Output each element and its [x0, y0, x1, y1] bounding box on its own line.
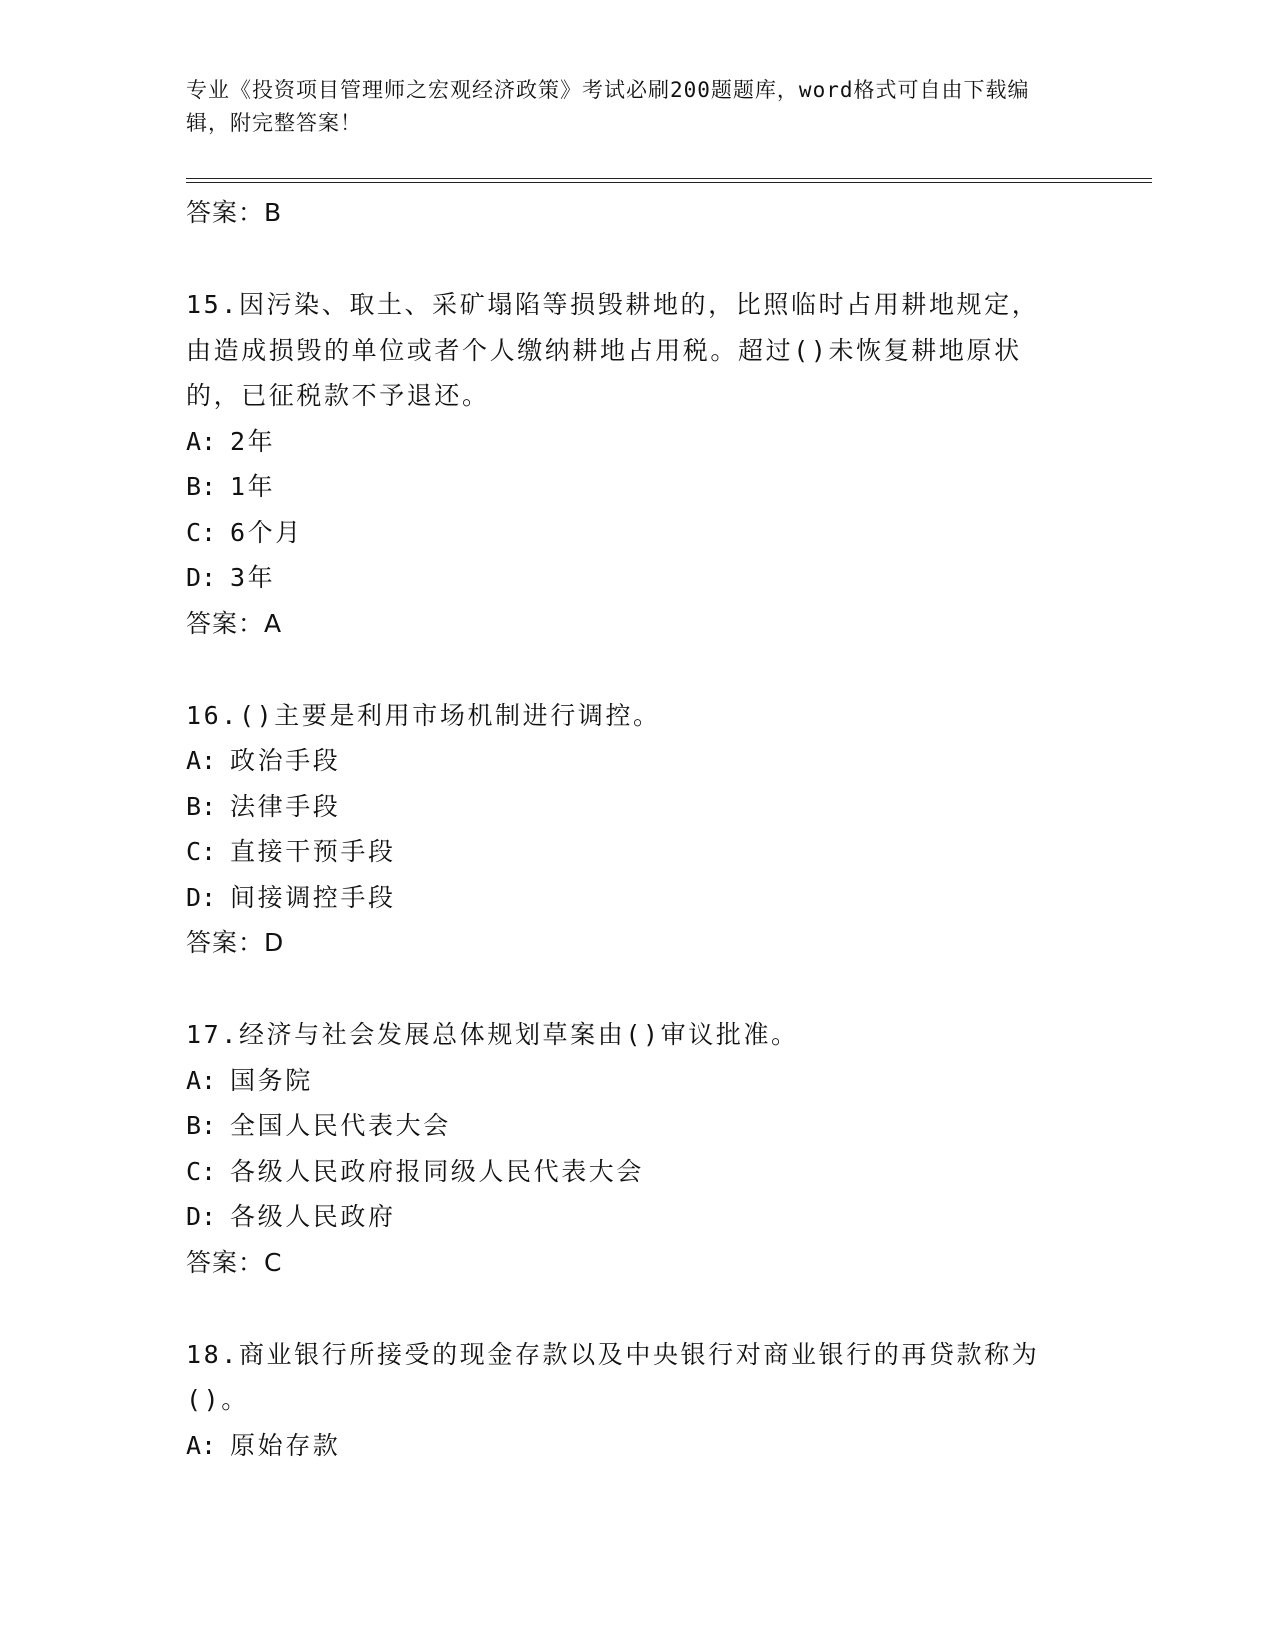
option-b: [186, 784, 1066, 830]
answer: 答案：D: [186, 928, 285, 957]
option-d: [186, 555, 1066, 601]
option-text: 各级人民政府报同级人民代表大会: [230, 1156, 645, 1186]
option-text: 政治手段: [230, 746, 341, 775]
option-b: [186, 464, 1066, 510]
previous-answer: 答案：B: [186, 198, 283, 227]
option-key: D:: [186, 563, 217, 592]
answer: 答案：A: [186, 608, 283, 638]
question-15: [186, 282, 1066, 647]
option-text: 直接干预手段: [230, 837, 396, 866]
question-17: [186, 1012, 1066, 1286]
option-text: 6个月: [230, 517, 303, 547]
header-divider: [186, 178, 1152, 183]
question-16: [186, 693, 1066, 967]
option-key: B:: [186, 1111, 217, 1140]
question-text: 17.经济与社会发展总体规划草案由()审议批准。: [186, 1020, 799, 1049]
option-d: [186, 1194, 1066, 1240]
option-text: 各级人民政府: [230, 1202, 396, 1231]
answer: 答案：C: [186, 1247, 283, 1277]
question-text: 16.()主要是利用市场机制进行调控。: [186, 700, 661, 730]
option-a: [186, 419, 1066, 465]
option-c: [186, 510, 1066, 556]
option-text: 间接调控手段: [230, 882, 396, 912]
option-text: 1年: [230, 472, 276, 501]
option-key: A:: [186, 426, 217, 456]
option-key: C:: [186, 517, 217, 547]
question-18: [186, 1332, 1066, 1469]
option-c: [186, 829, 1066, 875]
option-key: A:: [186, 1065, 217, 1095]
option-c: [186, 1149, 1066, 1195]
option-a: [186, 1058, 1066, 1104]
option-text: 国务院: [230, 1065, 313, 1095]
document-header: 专业《投资项目管理师之宏观经济政策》考试必刷200题题库，word格式可自由下载编辑，附完整答案！: [186, 78, 1030, 135]
question-text: 18.商业银行所接受的现金存款以及中央银行对商业银行的再贷款称为()。: [186, 1339, 1040, 1414]
option-text: 2年: [230, 426, 276, 456]
question-text: 15.因污染、取土、采矿塌陷等损毁耕地的，比照临时占用耕地规定，由造成损毁的单位或者个人缴纳耕地占用税。超过()未恢复耕地原状的，已征税款不予退还。: [186, 290, 1040, 410]
option-a: [186, 738, 1066, 784]
option-text: 全国人民代表大会: [230, 1111, 451, 1140]
option-key: C:: [186, 1156, 217, 1186]
option-text: 3年: [230, 563, 276, 592]
option-key: A:: [186, 1430, 217, 1460]
option-key: C:: [186, 837, 217, 866]
option-key: D:: [186, 1202, 217, 1231]
option-a: [186, 1423, 1066, 1469]
option-key: B:: [186, 791, 217, 821]
option-text: 法律手段: [230, 791, 341, 821]
option-b: [186, 1103, 1066, 1149]
option-text: 原始存款: [230, 1430, 341, 1460]
option-key: B:: [186, 472, 217, 501]
document-content: [186, 190, 1066, 1468]
option-key: A:: [186, 746, 217, 775]
option-d: [186, 875, 1066, 921]
option-key: D:: [186, 882, 217, 912]
